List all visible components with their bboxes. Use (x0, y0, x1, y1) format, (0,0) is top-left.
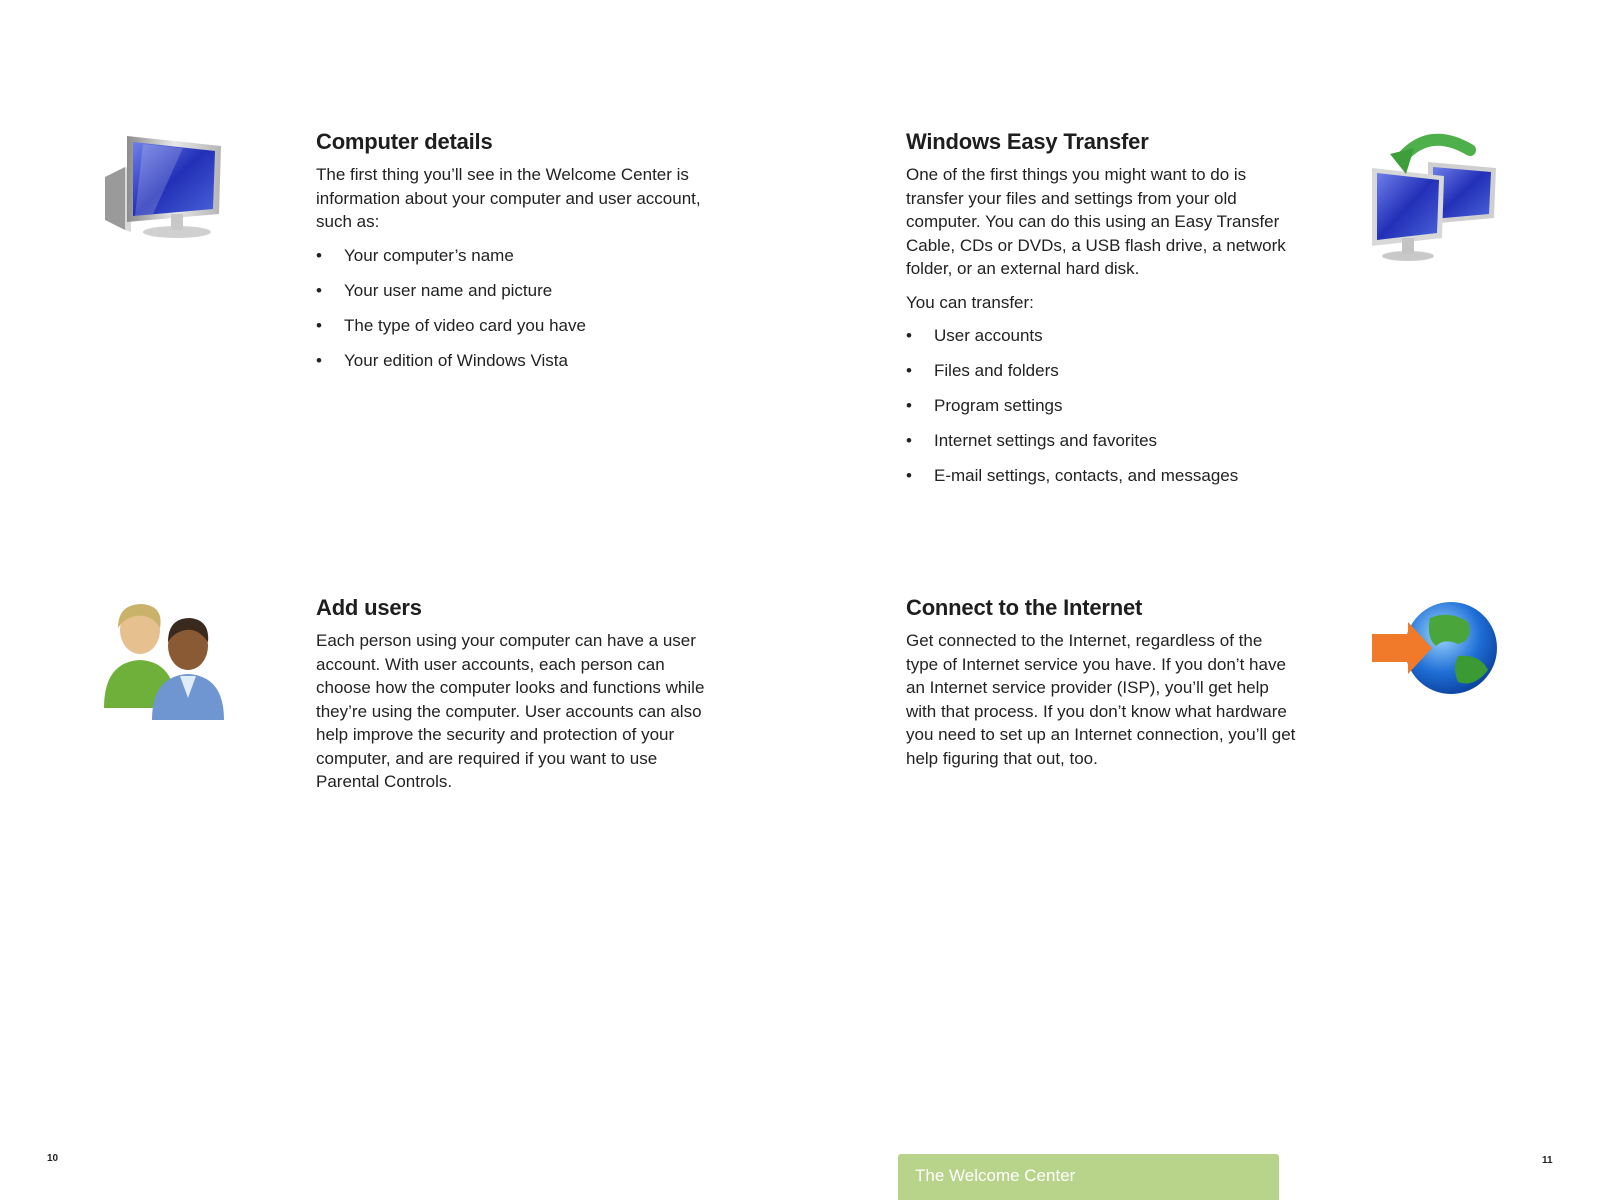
section-footer-bar (898, 1154, 1279, 1200)
section-title: Add users (316, 595, 422, 620)
list-item: • Your computer’s name (316, 245, 514, 265)
list-item: • Program settings (906, 396, 1063, 415)
bullet-icon: • (906, 431, 912, 450)
list-item: • Your user name and picture (316, 280, 553, 300)
list-item: • Internet settings and favorites (906, 431, 1158, 450)
bullet-list (316, 244, 716, 372)
internet-globe-icon (1370, 600, 1500, 696)
computer-monitor-icon (103, 132, 228, 240)
page-number-right: 11 (1542, 1155, 1553, 1166)
users-icon (102, 598, 230, 722)
connect-internet-section (906, 595, 1296, 780)
section-body: Each person using your computer can have a user account. With user accounts, each person can choose how the computer looks and functions while they’re using the computer. User accounts can also help improve the security and protection of your computer, and are required if you want to use Parental Controls. (316, 631, 705, 791)
bullet-icon: • (316, 245, 322, 265)
section-title: Connect to the Internet (906, 595, 1143, 620)
bullet-icon: • (316, 315, 322, 335)
section-body: Get connected to the Internet, regardless of the type of Internet service you have. If you don’t have an Internet service provider (ISP), you’ll get help with that process. If you don’t know what hardware you need to set up an Internet connection, you’ll get help figuring that out, too. (906, 631, 1296, 768)
bullet-icon: • (906, 466, 912, 485)
list-item: • Files and folders (906, 361, 1059, 380)
bullet-icon: • (906, 396, 912, 415)
easy-transfer-icon (1370, 132, 1500, 262)
bullet-icon: • (316, 280, 322, 300)
section-footer-label: The Welcome Center (915, 1166, 1076, 1185)
computer-details-section (316, 129, 716, 384)
bullet-list (906, 324, 1296, 487)
bullet-icon: • (906, 326, 912, 345)
easy-transfer-section (906, 129, 1296, 499)
page-number-left: 10 (47, 1153, 59, 1164)
add-users-section (316, 595, 716, 804)
list-item: • The type of video card you have (316, 315, 586, 335)
section-subintro: You can transfer: (906, 292, 1034, 312)
bullet-icon: • (906, 361, 912, 380)
list-item: • Your edition of Windows Vista (316, 350, 568, 370)
list-item: • E-mail settings, contacts, and messages (906, 466, 1239, 485)
list-item: • User accounts (906, 326, 1043, 345)
section-title: Windows Easy Transfer (906, 129, 1149, 154)
section-title: Computer details (316, 129, 493, 154)
section-intro: One of the first things you might want to do is transfer your files and settings from your old computer. You can do this using an Easy Transfer Cable, CDs or DVDs, a USB flash drive, a network folder, or an external hard disk. (906, 165, 1286, 278)
bullet-icon: • (316, 350, 322, 370)
section-intro: The first thing you’ll see in the Welcome Center is information about your computer and user account, such as: (316, 165, 701, 231)
